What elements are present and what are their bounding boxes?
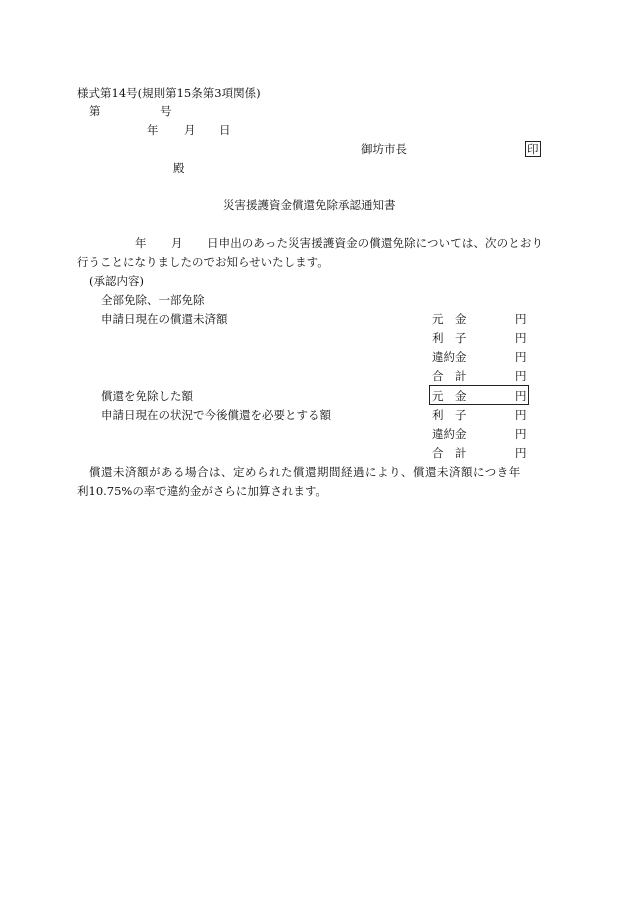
item-penalty: 違約金 bbox=[432, 350, 467, 364]
document-title: 災害援護資金償還免除承認通知書 bbox=[223, 198, 396, 212]
item-total: 合 計 bbox=[432, 446, 467, 460]
item-penalty: 違約金 bbox=[432, 427, 467, 441]
document-number-suffix: 号 bbox=[160, 104, 172, 118]
exemption-type: 全部免除、一部免除 bbox=[101, 293, 205, 307]
seal-stamp-mark: 印 bbox=[527, 142, 539, 156]
yen-unit: 円 bbox=[515, 369, 527, 383]
form-number-header: 様式第14号(規則第15条第3項関係) bbox=[77, 86, 261, 100]
yen-unit: 円 bbox=[515, 331, 527, 345]
yen-unit: 円 bbox=[515, 312, 527, 326]
yen-unit: 円 bbox=[515, 389, 527, 403]
item-principal: 元 金 bbox=[432, 389, 467, 403]
date-day-label: 日 bbox=[219, 123, 231, 137]
section-exempted-label: 償還を免除した額 bbox=[101, 389, 193, 403]
document-number-prefix: 第 bbox=[89, 104, 101, 118]
body-year-label: 年 bbox=[135, 236, 147, 250]
yen-unit: 円 bbox=[515, 408, 527, 422]
item-principal: 元 金 bbox=[432, 312, 467, 326]
body-month-label: 月 bbox=[171, 236, 183, 250]
footer-note-line2: 利10.75%の率で違約金がさらに加算されます。 bbox=[77, 484, 327, 498]
date-year-label: 年 bbox=[147, 123, 159, 137]
body-text-line2: 行うことになりましたのでお知らせいたします。 bbox=[77, 255, 329, 269]
item-total: 合 計 bbox=[432, 369, 467, 383]
section-unpaid-label: 申請日現在の償還未済額 bbox=[101, 312, 228, 326]
yen-unit: 円 bbox=[515, 427, 527, 441]
section-remaining-label: 申請日現在の状況で今後償還を必要とする額 bbox=[101, 408, 331, 422]
issuer-title: 御坊市長 bbox=[361, 142, 407, 156]
approval-heading: (承認内容) bbox=[89, 274, 144, 288]
addressee-suffix: 殿 bbox=[173, 161, 185, 175]
yen-unit: 円 bbox=[515, 446, 527, 460]
item-interest: 利 子 bbox=[432, 331, 467, 345]
date-month-label: 月 bbox=[184, 123, 196, 137]
yen-unit: 円 bbox=[515, 350, 527, 364]
item-interest: 利 子 bbox=[432, 408, 467, 422]
footer-note-line1: 償還未済額がある場合は、定められた償還期間経過により、償還未済額につき年 bbox=[89, 465, 521, 479]
body-text-line1: 日申出のあった災害援護資金の償還免除については、次のとおり bbox=[207, 236, 544, 250]
